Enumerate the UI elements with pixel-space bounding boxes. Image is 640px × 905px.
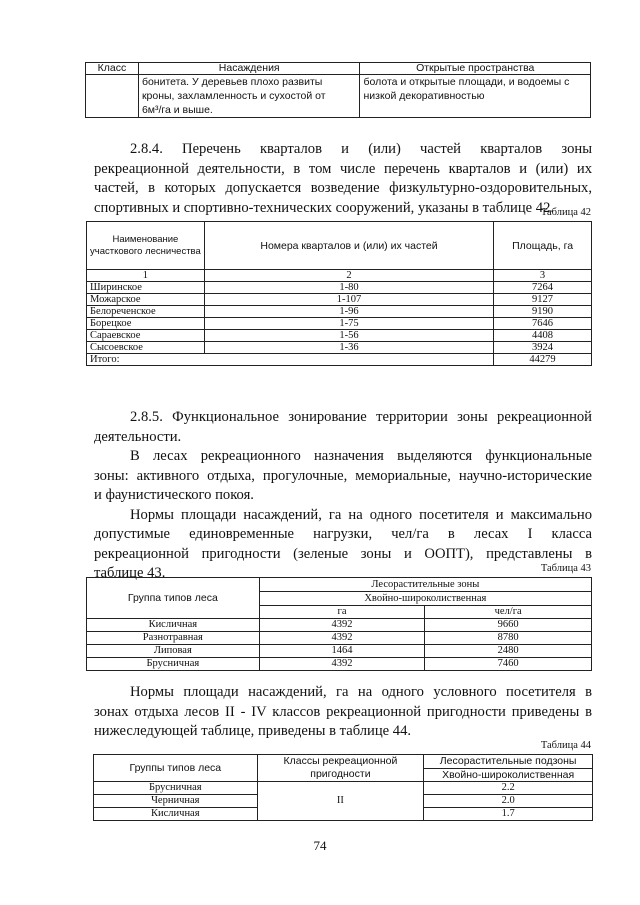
text-line: рекреационной деятельности, в том числе перечень кварталов и (или) их: [94, 160, 592, 177]
area-value: 7264: [494, 282, 592, 294]
kvartaly-value: 1-36: [204, 342, 493, 354]
lesnichestvo-name: Можарское: [87, 294, 205, 306]
table-row: [87, 645, 592, 658]
section-2-8-4: [94, 140, 592, 218]
nasazhdeniya-cell: [138, 75, 360, 118]
header-lesnichestvo: Наименование участкового лесничества: [87, 222, 205, 270]
area-value: 7646: [494, 318, 592, 330]
lesnichestvo-name: Сараевское: [87, 330, 205, 342]
text-line: В лесах рекреационного назначения выделяются функциональные: [130, 448, 592, 464]
chel-value: 8780: [425, 632, 592, 645]
text-line: 2.8.5. Функциональное зонирование территории зоны рекреационной: [130, 409, 592, 425]
table-row: [87, 306, 592, 318]
ga-value: 1464: [259, 645, 425, 658]
col-number: 1: [87, 270, 205, 282]
forest-type: Черничная: [94, 795, 258, 808]
text-line: 2.8.4. Перечень кварталов и (или) частей кварталов зоны: [130, 141, 592, 157]
section-2-8-5: [94, 408, 592, 584]
table-row: [87, 294, 592, 306]
text-line: допустимые единовременные нагрузки, чел/га в лесах I класса: [94, 526, 592, 542]
kvartaly-value: 1-80: [204, 282, 493, 294]
lesnichestvo-name: Белореченское: [87, 306, 205, 318]
header-group: Группа типов леса: [87, 578, 260, 619]
text-line: спортивных и спортивно-технических сооружений, указаны в таблице 42.: [94, 199, 555, 216]
total-label: Итого:: [87, 354, 205, 366]
header-groups: Группы типов леса: [94, 755, 258, 782]
header-class: Класс: [86, 63, 139, 75]
table-row: [87, 330, 592, 342]
text-line: зонах отдыха лесов II - IV классов рекреационной пригодности приведены в: [94, 703, 592, 720]
ga-value: 4392: [259, 619, 425, 632]
ga-value: 4392: [259, 632, 425, 645]
total-spacer: [204, 354, 493, 366]
header-subzone: Хвойно-широколиственная: [259, 592, 591, 606]
table-row: [87, 658, 592, 671]
header-nasazhdeniya: Насаждения: [138, 63, 360, 75]
total-row: [87, 354, 592, 366]
nasazhdeniya-line: 6м³/га и выше.: [141, 104, 213, 116]
table-row: [87, 342, 592, 354]
paragraph-table-44: [94, 683, 592, 742]
header-subzone-name: Хвойно-широколиственная: [424, 768, 593, 782]
open-space-line: низкой декоративностью: [363, 90, 485, 102]
table-row: [87, 619, 592, 632]
table-row: [87, 318, 592, 330]
table-row: [87, 282, 592, 294]
text-line: Нормы площади насаждений, га на одного посетителя и максимально: [130, 506, 592, 523]
top-table: [85, 62, 591, 118]
table-44-caption: Таблица 44: [540, 740, 591, 751]
text-line: таблице 43.: [94, 565, 166, 581]
text-line: частей, в которых допускается возведение физкультурно-оздоровительных,: [94, 180, 592, 196]
area-value: 9190: [494, 306, 592, 318]
nasazhdeniya-line: бонитета. У деревьев плохо развиты: [141, 76, 323, 88]
forest-type: Липовая: [87, 645, 260, 658]
forest-type: Кисличная: [87, 619, 260, 632]
table-42: [86, 221, 592, 366]
text-line: Нормы площади насаждений, га на одного условного посетителя в: [130, 684, 592, 700]
header-ga: га: [259, 606, 425, 619]
lesnichestvo-name: Борецкое: [87, 318, 205, 330]
text-line: деятельности.: [94, 428, 182, 445]
class-cell: [86, 75, 139, 118]
text-line: нижеследующей таблице, приведены в таблице 44.: [94, 723, 412, 739]
area-value: 3924: [494, 342, 592, 354]
kvartaly-value: 1-107: [204, 294, 493, 306]
lesnichestvo-name: Ширинское: [87, 282, 205, 294]
table-row: [94, 782, 593, 795]
norm-value: 2.0: [424, 795, 593, 808]
col-number: 2: [204, 270, 493, 282]
text-line: зоны: активного отдыха, прогулочные, мемориальные, научно-исторические: [94, 467, 592, 484]
open-space-line: болота и открытые площади, и водоемы с: [363, 76, 570, 88]
header-area: Площадь, га: [494, 222, 592, 270]
header-kvartaly: Номера кварталов и (или) их частей: [204, 222, 493, 270]
class-value: II: [257, 782, 424, 821]
text-line: и фаунистического покоя.: [94, 487, 254, 503]
lesnichestvo-name: Сысоевское: [87, 342, 205, 354]
header-open-spaces: Открытые пространства: [360, 63, 591, 75]
norm-value: 2.2: [424, 782, 593, 795]
kvartaly-value: 1-75: [204, 318, 493, 330]
open-space-cell: [360, 75, 591, 118]
ga-value: 4392: [259, 658, 425, 671]
norm-value: 1.7: [424, 808, 593, 821]
text-line: рекреационной пригодности (зеленые зоны и ООПТ), представлены в: [94, 545, 592, 562]
nasazhdeniya-line: кроны, захламленность и сухостой от: [141, 90, 326, 102]
forest-type: Брусничная: [87, 658, 260, 671]
area-value: 9127: [494, 294, 592, 306]
forest-type: Разнотравная: [87, 632, 260, 645]
col-number: 3: [494, 270, 592, 282]
kvartaly-value: 1-96: [204, 306, 493, 318]
table-43: [86, 577, 592, 671]
kvartaly-value: 1-56: [204, 330, 493, 342]
chel-value: 7460: [425, 658, 592, 671]
page-number: 74: [313, 838, 327, 853]
header-subzones: Лесорастительные подзоны: [424, 755, 593, 769]
table-43-caption: Таблица 43: [540, 563, 591, 574]
header-zone: Лесорастительные зоны: [259, 578, 591, 592]
chel-value: 2480: [425, 645, 592, 658]
table-42-caption: Таблица 42: [540, 207, 591, 218]
header-class: Классы рекреационной пригодности: [257, 755, 424, 782]
forest-type: Брусничная: [94, 782, 258, 795]
forest-type: Кисличная: [94, 808, 258, 821]
table-row: [87, 632, 592, 645]
total-value: 44279: [494, 354, 592, 366]
area-value: 4408: [494, 330, 592, 342]
chel-value: 9660: [425, 619, 592, 632]
table-44: [93, 754, 593, 821]
header-chel: чел/га: [425, 606, 592, 619]
